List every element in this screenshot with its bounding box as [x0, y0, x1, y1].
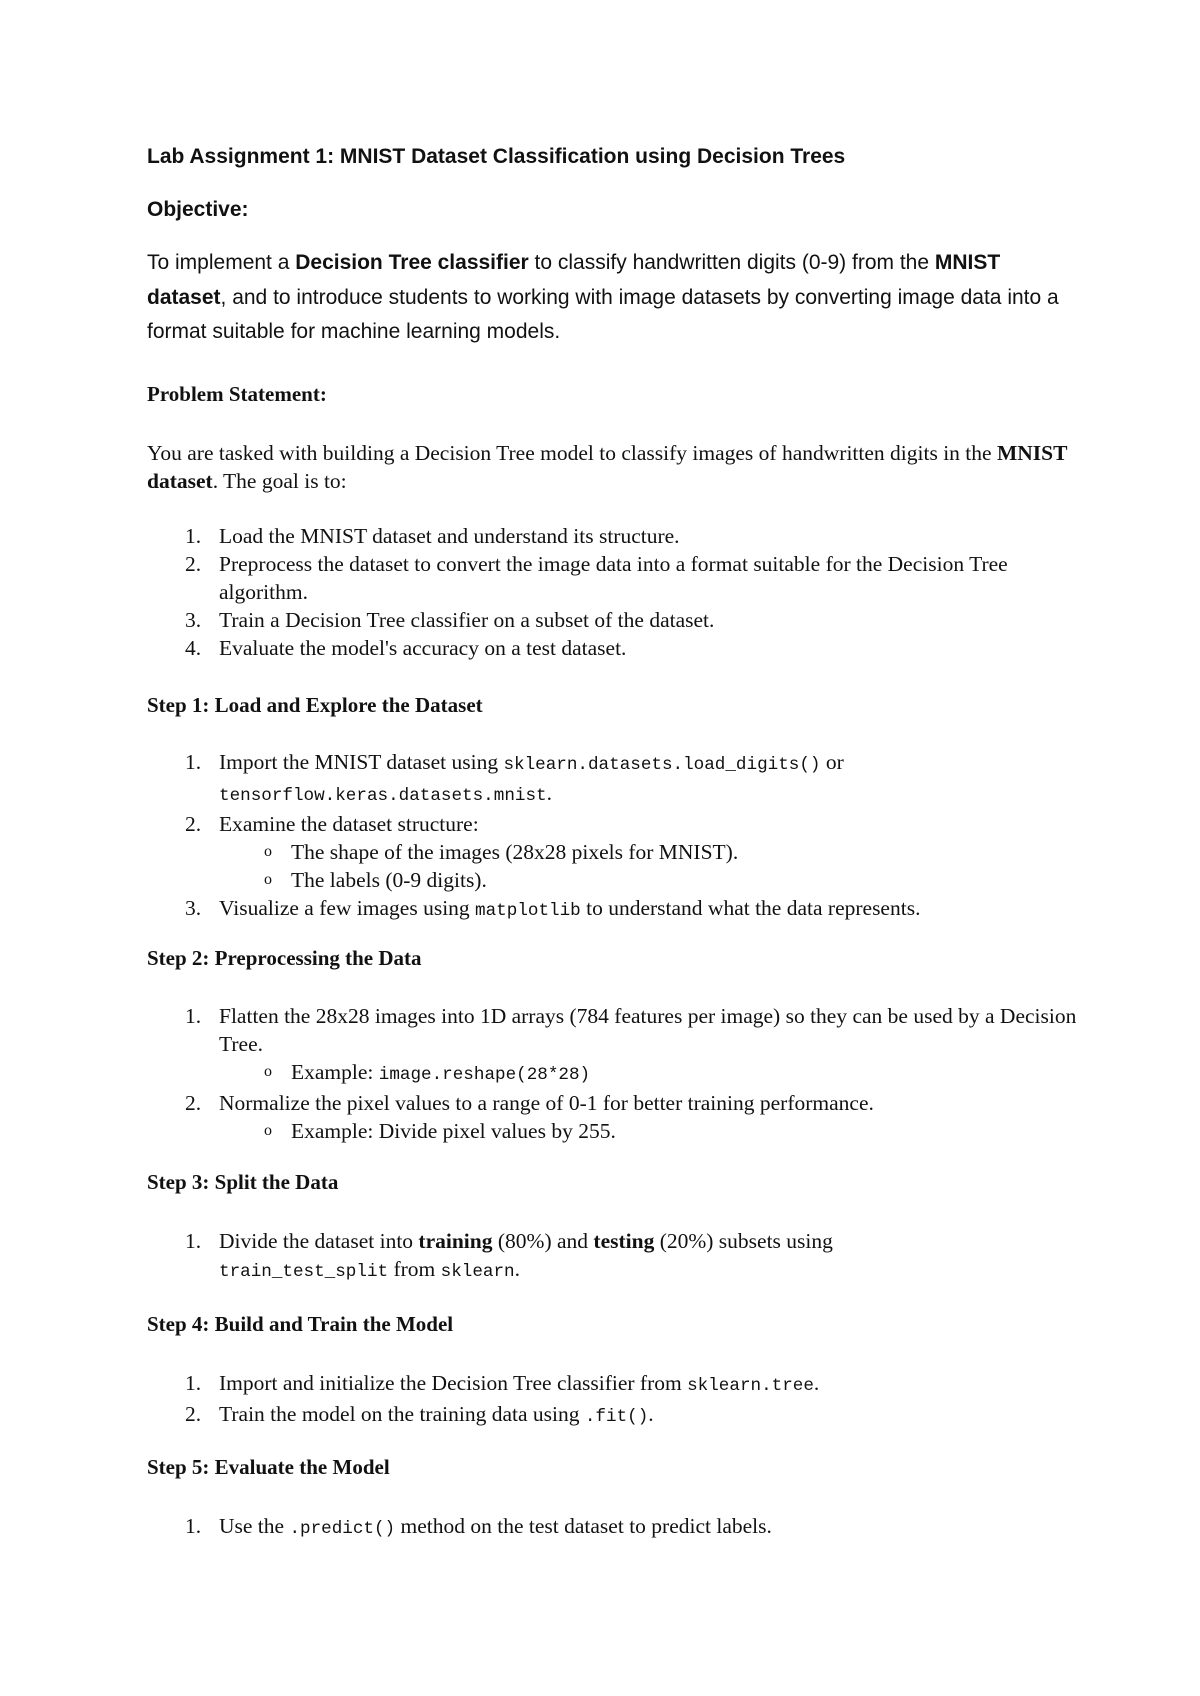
sub-list-item: o The labels (0-9 digits). — [264, 868, 487, 892]
step1-heading: Step 1: Load and Explore the Dataset — [147, 693, 483, 717]
code-predict: .predict() — [289, 1519, 396, 1539]
goal-list — [147, 522, 1077, 662]
problem-statement-text: You are tasked with building a Decision Tree model to classify images of handwritten digits in the MNIST dataset. The goal is to: — [147, 441, 1068, 493]
objective-text: To implement a Decision Tree classifier to classify handwritten digits (0-9) from the MNIST dataset, and to introduce students to working with image datasets by converting image data into a format suitable for machine learning models. — [147, 251, 1059, 343]
objective-bold-dataset: MNIST dataset — [147, 251, 1001, 309]
code-sklearn: sklearn — [440, 1262, 515, 1282]
list-item: 1. Import the MNIST dataset using sklearn.datasets.load_digits() or tensorflow.keras.datasets.mnist. — [185, 750, 844, 806]
list-item: 2. Examine the dataset structure: o The shape of the images (28x28 pixels for MNIST). o The labels (0-9 digits). — [147, 810, 1077, 894]
step2-sublist-1 — [219, 1058, 1077, 1089]
step1-sublist — [219, 838, 1077, 894]
code-tensorflow-mnist: tensorflow.keras.datasets.mnist — [219, 786, 547, 806]
list-item: 3. Visualize a few images using matplotlib to understand what the data represents. — [185, 896, 921, 921]
list-item: 1. Use the .predict() method on the test dataset to predict labels. — [185, 1514, 772, 1539]
step3-heading: Step 3: Split the Data — [147, 1170, 339, 1194]
list-item: 2. Normalize the pixel values to a range of 0-1 for better training performance. o Example: Divide pixel values by 255. — [147, 1089, 1077, 1145]
sub-list-item: o The shape of the images (28x28 pixels for MNIST). — [264, 840, 739, 864]
problem-statement-heading: Problem Statement: — [147, 382, 327, 406]
step2-heading: Step 2: Preprocessing the Data — [147, 946, 422, 970]
step5-list — [147, 1512, 1077, 1543]
step4-heading: Step 4: Build and Train the Model — [147, 1312, 454, 1336]
list-item: 4. Evaluate the model's accuracy on a test dataset. — [185, 636, 627, 660]
sub-list-item: o Example: Divide pixel values by 255. — [264, 1119, 616, 1143]
objective-bold-classifier: Decision Tree classifier — [295, 251, 529, 274]
code-load-digits: sklearn.datasets.load_digits() — [503, 755, 821, 775]
list-item: 1. Import and initialize the Decision Tree classifier from sklearn.tree. — [185, 1371, 820, 1396]
sub-list-item: o Example: image.reshape(28*28) — [264, 1060, 591, 1085]
code-sklearn-tree: sklearn.tree — [687, 1376, 814, 1396]
step2-list — [147, 1002, 1077, 1145]
step3-list — [147, 1227, 1077, 1286]
code-reshape: image.reshape(28*28) — [378, 1065, 591, 1085]
document-title: Lab Assignment 1: MNIST Dataset Classification using Decision Trees — [147, 145, 846, 168]
list-item: 1. Flatten the 28x28 images into 1D arrays (784 features per image) so they can be used by a Decision Tree. o Example: image.reshape(28*28) — [147, 1002, 1077, 1089]
step4-list — [147, 1369, 1077, 1431]
code-fit: .fit() — [584, 1407, 649, 1427]
code-matplotlib: matplotlib — [475, 901, 581, 921]
problem-bold-dataset: MNIST dataset — [147, 441, 1068, 493]
step5-heading: Step 5: Evaluate the Model — [147, 1455, 390, 1479]
list-item: 1. Load the MNIST dataset and understand its structure. — [185, 524, 680, 548]
list-item: 1. Divide the dataset into training (80%) and testing (20%) subsets using train_test_split from sklearn. — [185, 1229, 833, 1282]
list-item: 2. Train the model on the training data using .fit(). — [185, 1402, 654, 1427]
list-item: 3. Train a Decision Tree classifier on a subset of the dataset. — [185, 608, 715, 632]
step2-sublist-2 — [219, 1117, 1077, 1145]
objective-heading: Objective: — [147, 198, 249, 221]
list-item: 2. Preprocess the dataset to convert the image data into a format suitable for the Decision Tree algorithm. — [185, 552, 1008, 604]
code-train-test-split: train_test_split — [219, 1262, 389, 1282]
step1-list — [147, 748, 1077, 925]
